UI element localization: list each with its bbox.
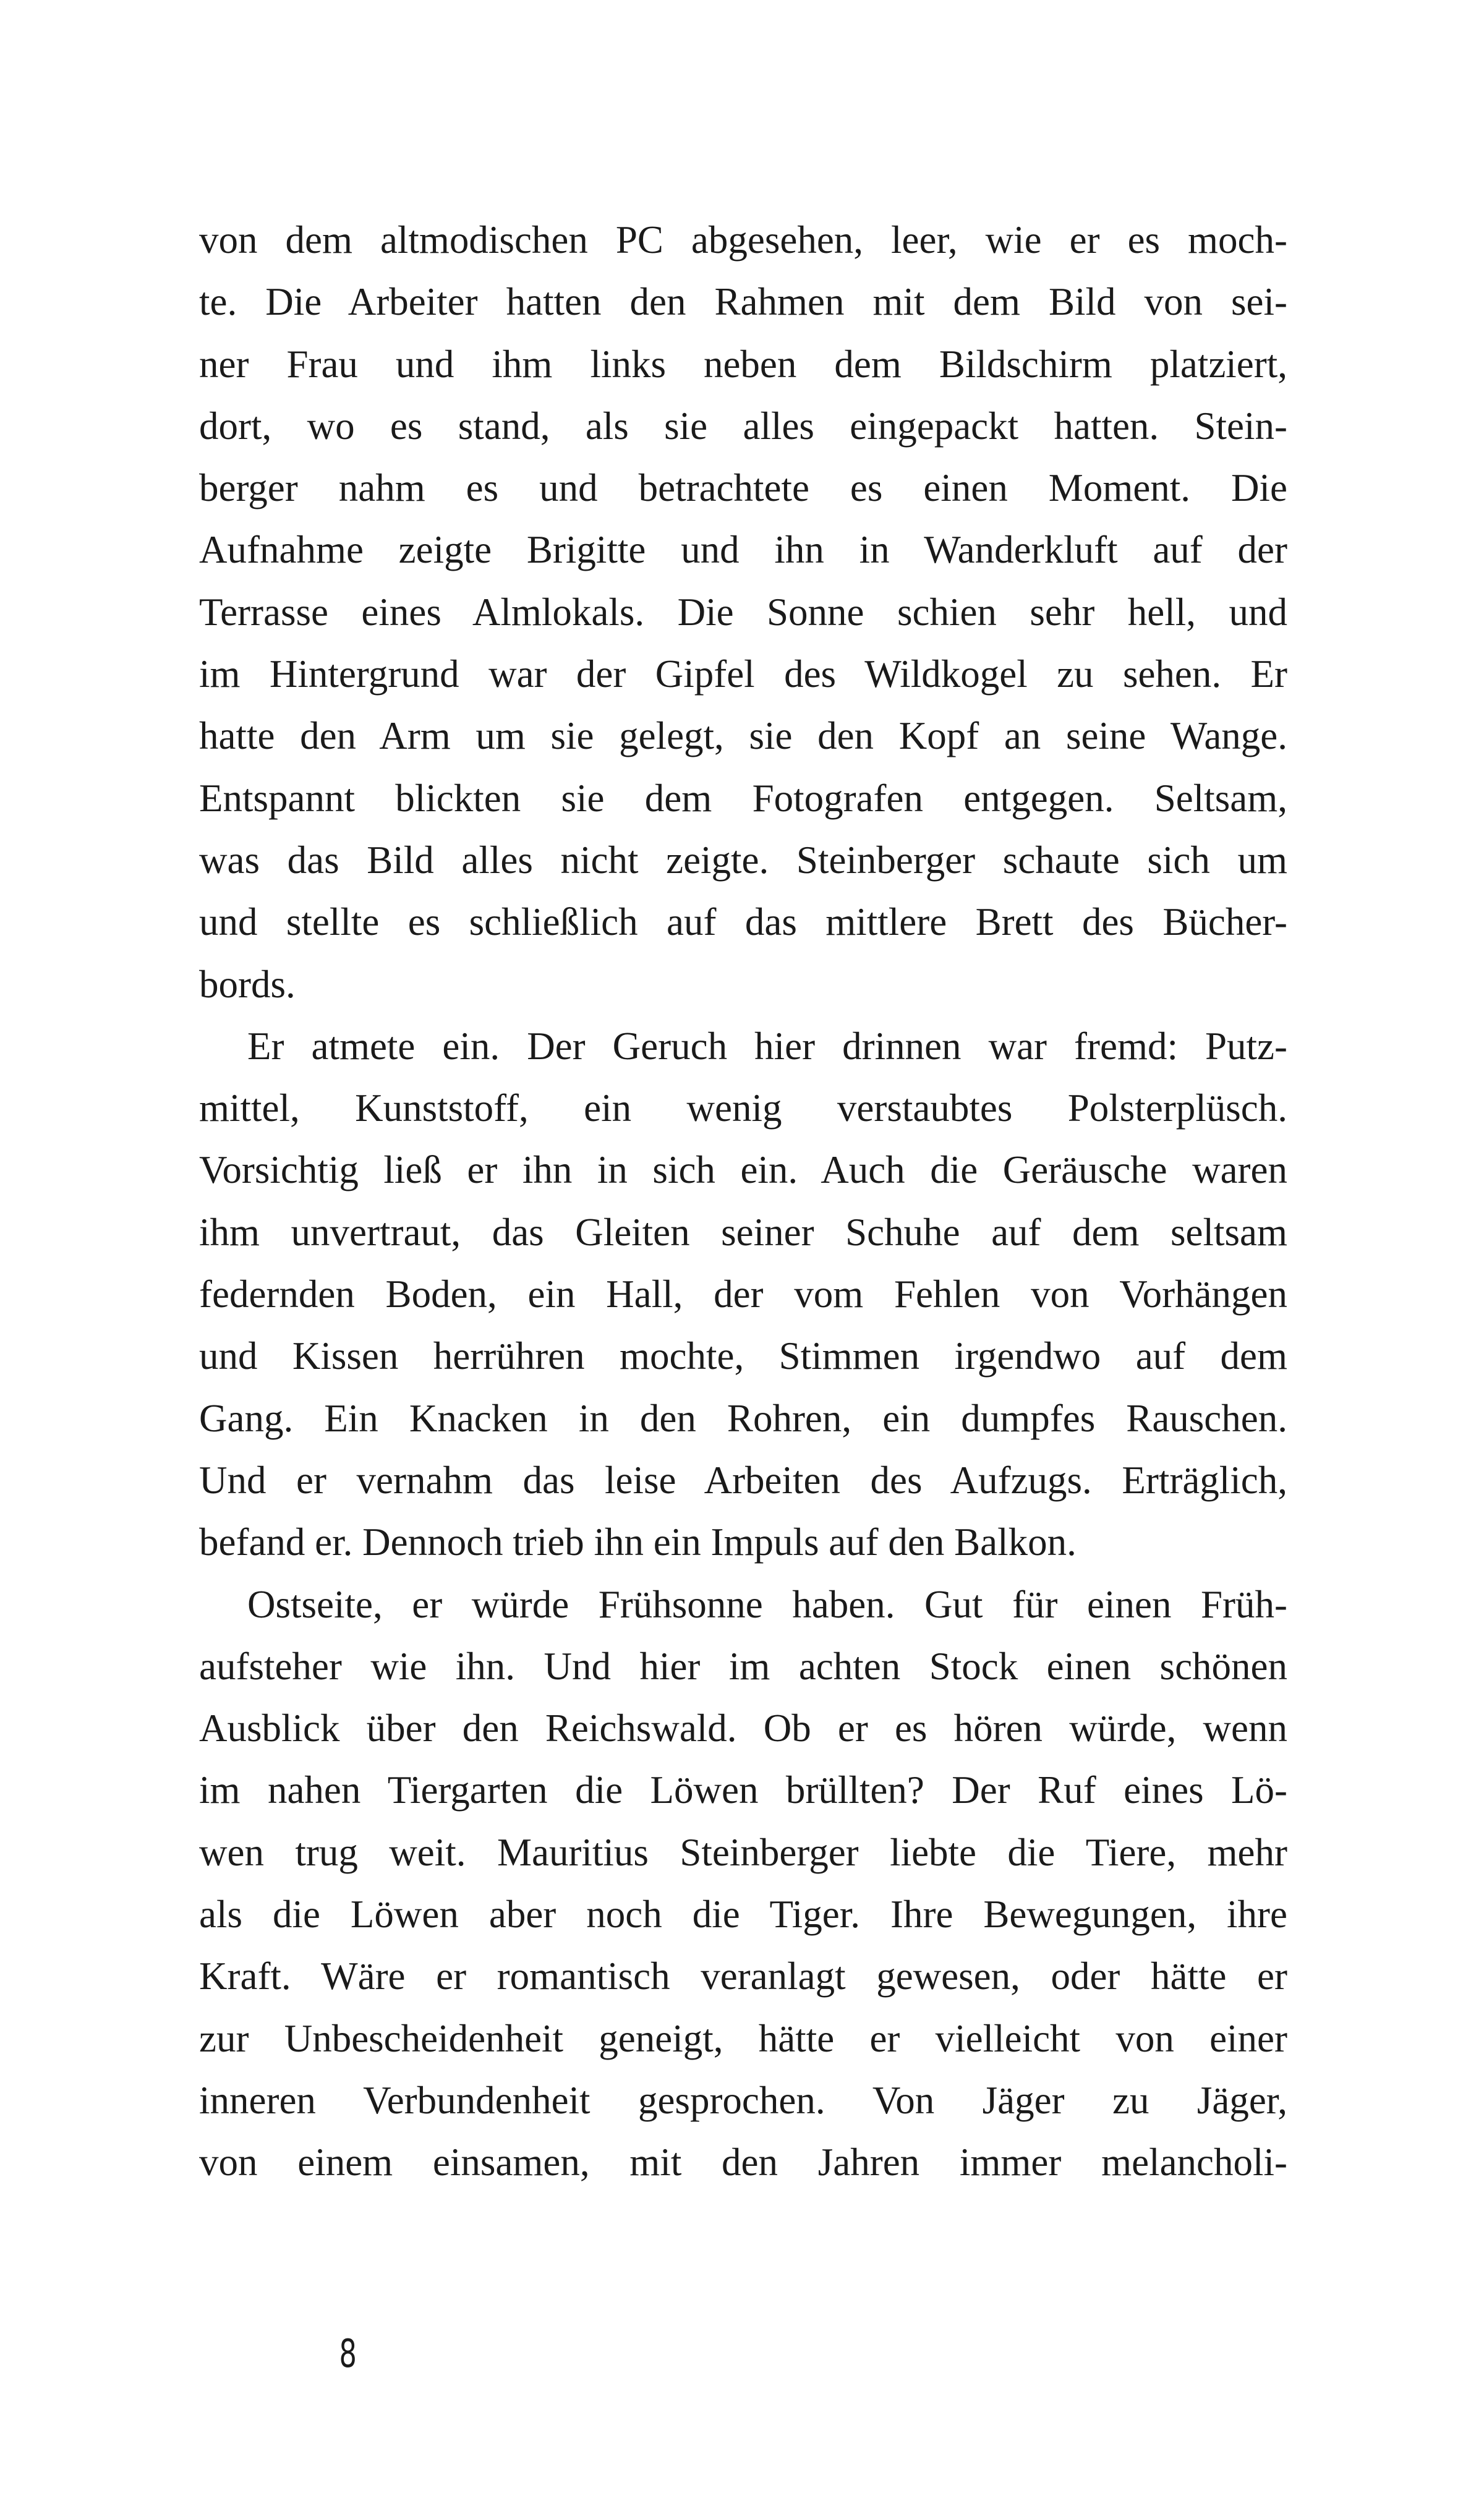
text-line: ner Frau und ihm links neben dem Bildschirm platziert, [199,342,1287,386]
text-line: zur Unbescheidenheit geneigt, hätte er vielleicht von einer [199,2016,1287,2060]
text-line: Terrasse eines Almlokals. Die Sonne schien sehr hell, und [199,590,1287,634]
text-line: aufsteher wie ihn. Und hier im achten Stock einen schönen [199,1644,1287,1688]
text-line: Ausblick über den Reichswald. Ob er es hören würde, wenn [199,1707,1287,1750]
text-line: dort, wo es stand, als sie alles eingepackt hatten. Stein- [199,404,1287,448]
text-line: als die Löwen aber noch die Tiger. Ihre Bewegungen, ihre [199,1893,1287,1937]
text-line: federnden Boden, ein Hall, der vom Fehlen von Vorhängen [199,1272,1287,1316]
text-line: und stellte es schließlich auf das mittlere Brett des Bücher- [199,900,1287,944]
text-line: hatte den Arm um sie gelegt, sie den Kopf an seine Wange. [199,714,1287,758]
text-line: wen trug weit. Mauritius Steinberger liebte die Tiere, mehr [199,1830,1287,1874]
text-line: befand er. Dennoch trieb ihn ein Impuls auf den Balkon. [199,1520,1077,1564]
text-line: Gang. Ein Knacken in den Rohren, ein dumpfes Rauschen. [199,1396,1287,1440]
text-line: bords. [199,962,296,1006]
text-line: Und er vernahm das leise Arbeiten des Aufzugs. Erträglich, [199,1458,1287,1502]
text-line: von einem einsamen, mit den Jahren immer melancholi- [199,2141,1287,2184]
text-line: im nahen Tiergarten die Löwen brüllten? Der Ruf eines Lö- [199,1768,1287,1812]
text-line: und Kissen herrühren mochte, Stimmen irgendwo auf dem [199,1334,1287,1378]
text-line: Kraft. Wäre er romantisch veranlagt gewesen, oder hätte er [199,1954,1287,1998]
text-line: inneren Verbundenheit gesprochen. Von Jäger zu Jäger, [199,2078,1287,2122]
text-line: von dem altmodischen PC abgesehen, leer, wie er es moch- [199,218,1287,262]
page-number: 8 [339,2331,357,2376]
text-line: Vorsichtig ließ er ihn in sich ein. Auch die Geräusche waren [199,1148,1287,1192]
text-line: was das Bild alles nicht zeigte. Steinberger schaute sich um [199,838,1287,882]
text-line: berger nahm es und betrachtete es einen Moment. Die [199,466,1287,510]
text-line: Entspannt blickten sie dem Fotografen entgegen. Seltsam, [199,776,1287,820]
text-line: ihm unvertraut, das Gleiten seiner Schuhe auf dem seltsam [199,1210,1287,1254]
text-line: Er atmete ein. Der Geruch hier drinnen war fremd: Putz- [247,1024,1287,1068]
body-text [199,209,1287,2194]
text-line: te. Die Arbeiter hatten den Rahmen mit dem Bild von sei- [199,280,1287,324]
paragraph [199,209,1287,1015]
text-line: im Hintergrund war der Gipfel des Wildkogel zu sehen. Er [199,652,1287,696]
paragraph [199,1574,1287,2194]
text-line: mittel, Kunststoff, ein wenig verstaubtes Polsterplüsch. [199,1086,1287,1130]
text-line: Ostseite, er würde Frühsonne haben. Gut für einen Früh- [247,1582,1287,1626]
paragraph [199,1015,1287,1574]
text-line: Aufnahme zeigte Brigitte und ihn in Wanderkluft auf der [199,528,1287,572]
